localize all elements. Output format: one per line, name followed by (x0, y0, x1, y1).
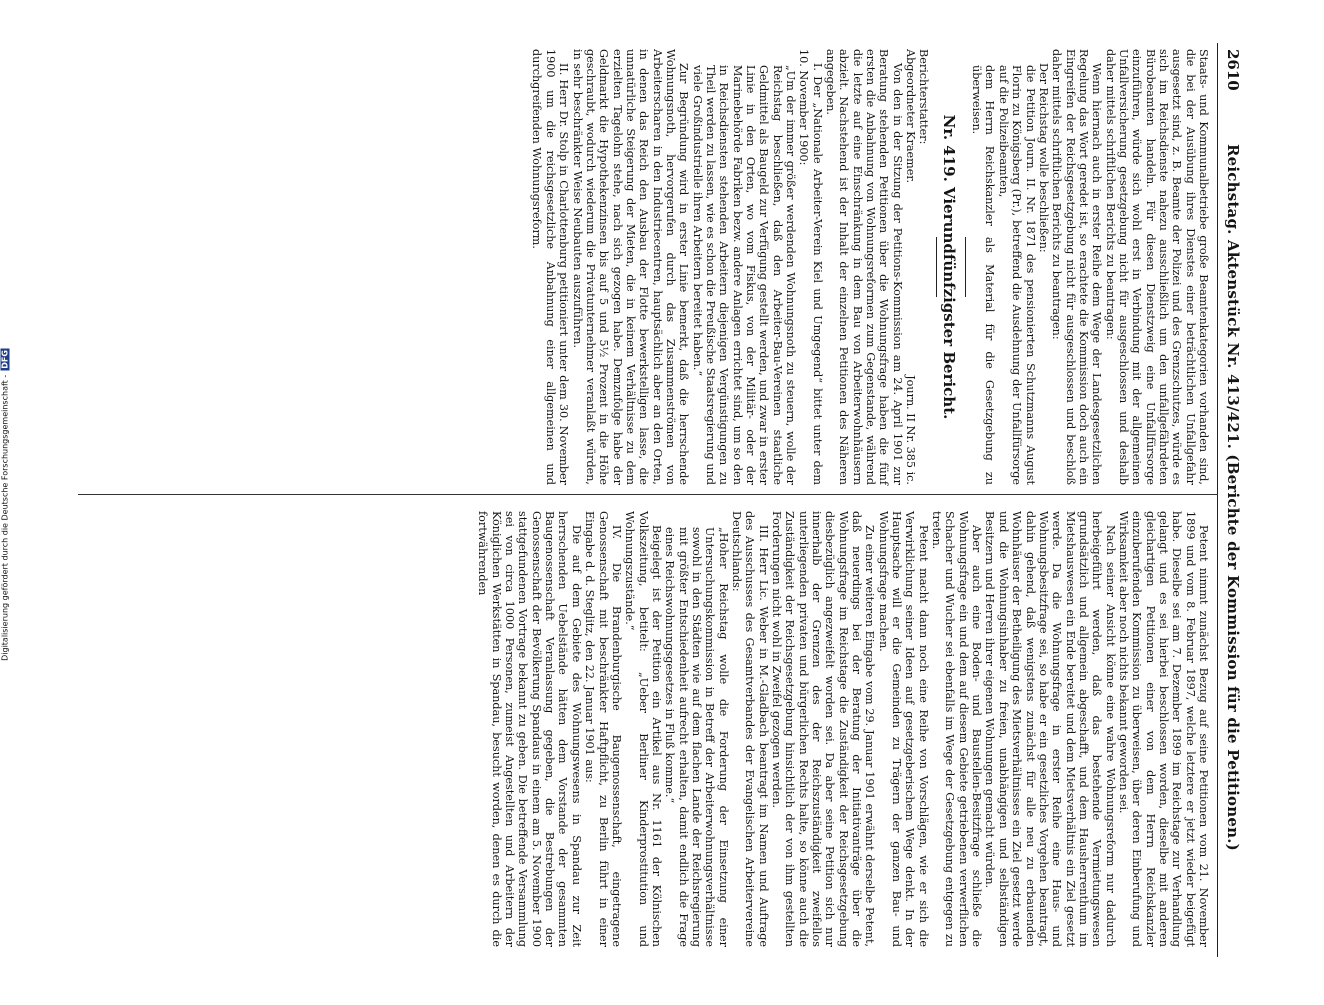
sidenote-strip (0, 0, 12, 1000)
journal-ref: Journ. II Nr. 385 ic. (904, 375, 918, 485)
paragraph: die Petition Journ. II. Nr. 1871 des pensionierten Schutzmanns August Florin zu Königsberg (Pr.), betreffend die Ausdehnung der Unfallfürsorge auf die Polizeibeamten, (996, 65, 1037, 485)
paragraph: Zu einer weiteren Eingabe vom 29. Januar 1901 erwähnt derselbe Petent, daß neuerdings bei der Beratung der Initiativanträge über die Wohnungsfrage im Reichstage die Zuständigkeit der Reichsgesetzgebung diesbezüglich angezweifelt worden sei. Da aber seine Petition sich nur innerhalb der Grenzen des der Reichszuständigkeit zweifellos unterliegenden privaten und bürgerlichen Rechts halte, so könne auch die Zuständigkeit der Reichsgesetzgebung hinsichtlich der von ihm gestellten Forderungen nicht wohl in Zweifel gezogen werden. (770, 511, 877, 947)
paragraph: I. Der „Nationale Arbeiter-Verein Kiel und Umgegend“ bittet unter dem 10. November 1900: (797, 49, 824, 485)
left-column (530, 49, 1210, 485)
newspaper-page (72, 35, 1252, 965)
page-header (1220, 49, 1242, 951)
paragraph: II. Herr Dr. Stolp in Charlottenburg petitioniert unter dem 30. November 1900 um die reichsgesetzliche Anbahnung einer allgemeinen und durchgreifenden Wohnungsreform. (530, 49, 571, 485)
reporter-name: Abgeordneter Kraemer. (904, 49, 918, 184)
column-divider (78, 494, 1218, 495)
section-rule (965, 237, 966, 297)
paragraph: Petent macht dann noch eine Reihe von Vorschlägen, wie er sich die Verwirklichung seiner Ideen auf gesetzgeberischem Wege denkt. In der Hauptsache will er die Gemeinden zu Trägern der ganzen Bau- und Wohnungsfrage machen. (876, 511, 930, 947)
paragraph: Die auf dem Gebiete des Wohnungswesens in Spandau zur Zeit herrschenden Uebelstände hätten dem Vorstande der gesammten Baugenossenschaft Veranlassung gegeben, die Bestrebungen der Genossenschaft der Bevölkerung Spandaus in einem am 5. November 1900 stattgefundenen Vortrage bekannt zu geben. Die betreffende Versammlung sei von circa 1000 Personen, zumeist Angestellten und Arbeitern der Königlichen Werkstätten in Spandau, besucht worden, denen es durch die fortwährenden (476, 511, 583, 947)
digitization-note: Digitalisierung gefördert durch die Deutsche Forschungsgemeinschaft -DFG (0, 350, 10, 661)
paragraph: III. Herr Lic. Weber in M.-Gladbach beantragt im Namen und Auftrage des Ausschusses des Gesamtverbandes der Evangelischen Arbeitervereine Deutschlands: (729, 511, 770, 947)
paragraph: Von den in der Sitzung der Petitions-Kommission am 24. April 1901 zur Beratung stehenden Petitionen über die Wohnungsfrage haben die fünf ersten die Anbahnung von Wohnungsreformen zum Gegenstande, während die letzte auf eine Einschränkung in dem Bau von Arbeiterwohnhäusern abzielt. Nachstehend ist der Inhalt der einzelnen Petitionen des Näheren angegeben. (824, 49, 904, 485)
paragraph: IV. Die Brandenburgische Baugenossenschaft, eingetragene Genossenschaft mit beschränkter Haftpflicht, zu Berlin führt in einer Eingabe d. d. Steglitz, den 22. Januar 1901 aus: (583, 511, 623, 947)
paragraph: Aber auch eine Boden- und Baustellen-Besitzfrage schließe die Wohnungsfrage ein und dem auf diesem Gebiete getriebenen verwerflichen Schacher und Wucher sei ebenfalls im Wege der Gesetzgebung entgegen zu treten. (930, 511, 984, 947)
page-title: Reichstag. Aktenstück Nr. 413/421. (Berichte der Kommission für die Petitionen.) (1224, 144, 1242, 851)
paragraph: Zur Begründung wird in erster Linie bemerkt, daß die herrschende Wohnungsnoth, hervorgerufen durch das Zusammenströmen von Arbeiterscharen in den Industriecentren, hauptsächlich aber an den Orten, in denen das Reich den Ausbau der Flotte bewerkstelligen lasse, die unnatürliche Steigerung der Mieten, die in keinem Verhältnisse zu dem erzielten Tagelohn stehe, nach sich gezogen habe. Demzufolge habe der Geldmarkt die Hypothekenzinsen bis auf 5 und 5½ Prozent in die Höhe geschraubt, wodurch wiederum die Privatunternehmer veranlaßt würden, in sehr beschränkter Weise Neubauten auszuführen. (570, 49, 691, 485)
reporter-line (904, 49, 917, 485)
reporter-label: Berichterstatter: (917, 49, 931, 145)
page-number: 2610 (1224, 49, 1242, 91)
right-column (476, 511, 1210, 947)
section-rule (936, 237, 937, 297)
paragraph: Beigelegt ist der Petition ein Artikel aus Nr. 1161 der Kölnischen Volkszeitung, betitelt: „Ueber Berliner Kinderprostitution und Wohnungszustände.“ (623, 511, 663, 947)
paragraph: Staats- und Kommunalbetriebe große Beamtenkategorien vorhanden sind, die bei der Ausübung ihres Dienstes einer beträchtlichen Unfallgefahr ausgesetzt sind, z. B. Beamte der Polizei und des Grenzschutzes, würde es sich im Reichsdienste nahezu ausschließlich um den unfallgefährdeten Bürobeamten handeln. Für diesen Dienstzweig eine Unfallfürsorge einzuführen, würde sich wohl erst in Verbindung mit der allgemeinen Unfallversicherung gesetzgebung nicht für ausgeschlossen und deshalb daher mittels schriftlichen Berichts zu beantragen: (1103, 49, 1210, 485)
paragraph: dem Herrn Reichskanzler als Material für die Gesetzgebung zu überweisen. (970, 65, 997, 485)
dfg-logo: DFG (0, 350, 10, 369)
paragraph: Nach seiner Ansicht könne eine wahre Wohnungsreform nur dadurch herbeigeführt werden, daß das bestehende Vermietungswesen grundsätzlich und allgemein abgeschafft, und dem Hausherrenthum im Mietshauswesen ein Ende bereitet und dem Mietsverhältnis ein Ziel gesetzt werde. Da die Wohnungsfrage in erster Reihe eine Haus- und Wohnungsbesitzfrage sei, so habe er ein gesetzliches Vorgehen beantragt, dahin gehend, daß wenigstens zunächst für alle neu zu erbauenden Wohnhäuser der Betheiligung des Mietsverhältnisses ein Ziel gesetzt werde und die Wohnungsinhaber zu freien, unabhängigen und selbständigen Besitzern und Herren ihrer eigenen Wohnungen gemacht würden. (983, 511, 1117, 947)
paragraph: „Um der immer größer werdenden Wohnungsnoth zu steuern, wolle der Reichstag beschließen, daß den Arbeiter-Bau-Vereinen staatliche Geldmittel als Baugeld zur Verfügung gestellt werden, und zwar in erster Linie in den Orten, wo vom Fiskus, von der Militär- oder der Marinebehörde Fabriken bezw. andere Anlagen errichtet sind, um so den in Reichsdiensten stehenden Arbeitern diejenigen Vergünstigungen zu Theil werden zu lassen, wie es schon die Preußische Staatsregierung und viele Großindustrielle ihren Arbeitern bereitet haben.“ (690, 65, 798, 485)
paragraph: Petent nimmt zunächst Bezug auf seine Petitionen vom 21. November 1899 und vom 8. Februar 1897, welche letztere er jetzt wieder beigefügt habe. Dieselbe sei am 7. Dezember 1899 im Reichstage zur Verhandlung gelangt und es sei hierbei beschlossen worden, dieselbe mit anderen gleichartigen Petitionen einer von dem Herrn Reichskanzler einzuberufenden Kommission zu überweisen, über deren Einberufung und Wirksamkeit aber noch nichts bekannt geworden sei. (1116, 511, 1210, 947)
paragraph: „Hoher Reichstag wolle die Forderung der Einsetzung einer Untersuchungskommission in Betreff der Arbeiterwohnungsverhältnisse sowohl in den Städten wie auf dem flachen Lande der Reichsregierung mit größter Entschiedenheit aufrecht erhalten, damit endlich die Frage eines Reichswohnungsgesetzes in Fluß komme.“ (663, 527, 730, 947)
section-heading: Nr. 419. Vierundfünfzigster Bericht. (939, 114, 958, 420)
paragraph: Wenn hiernach auch in erster Reihe dem Wege der Landesgesetzlichen Regelung das Wort geredet ist, so erachtete die Kommission doch auch ein Eingreifen der Reichsgesetzgebung nicht für ausgeschlossen und beschloß daher mittels schriftlichen Berichts zu beantragen: (1050, 49, 1104, 485)
paragraph: Der Reichstag wolle beschließen: (1036, 63, 1050, 253)
header-rule (1217, 43, 1218, 957)
